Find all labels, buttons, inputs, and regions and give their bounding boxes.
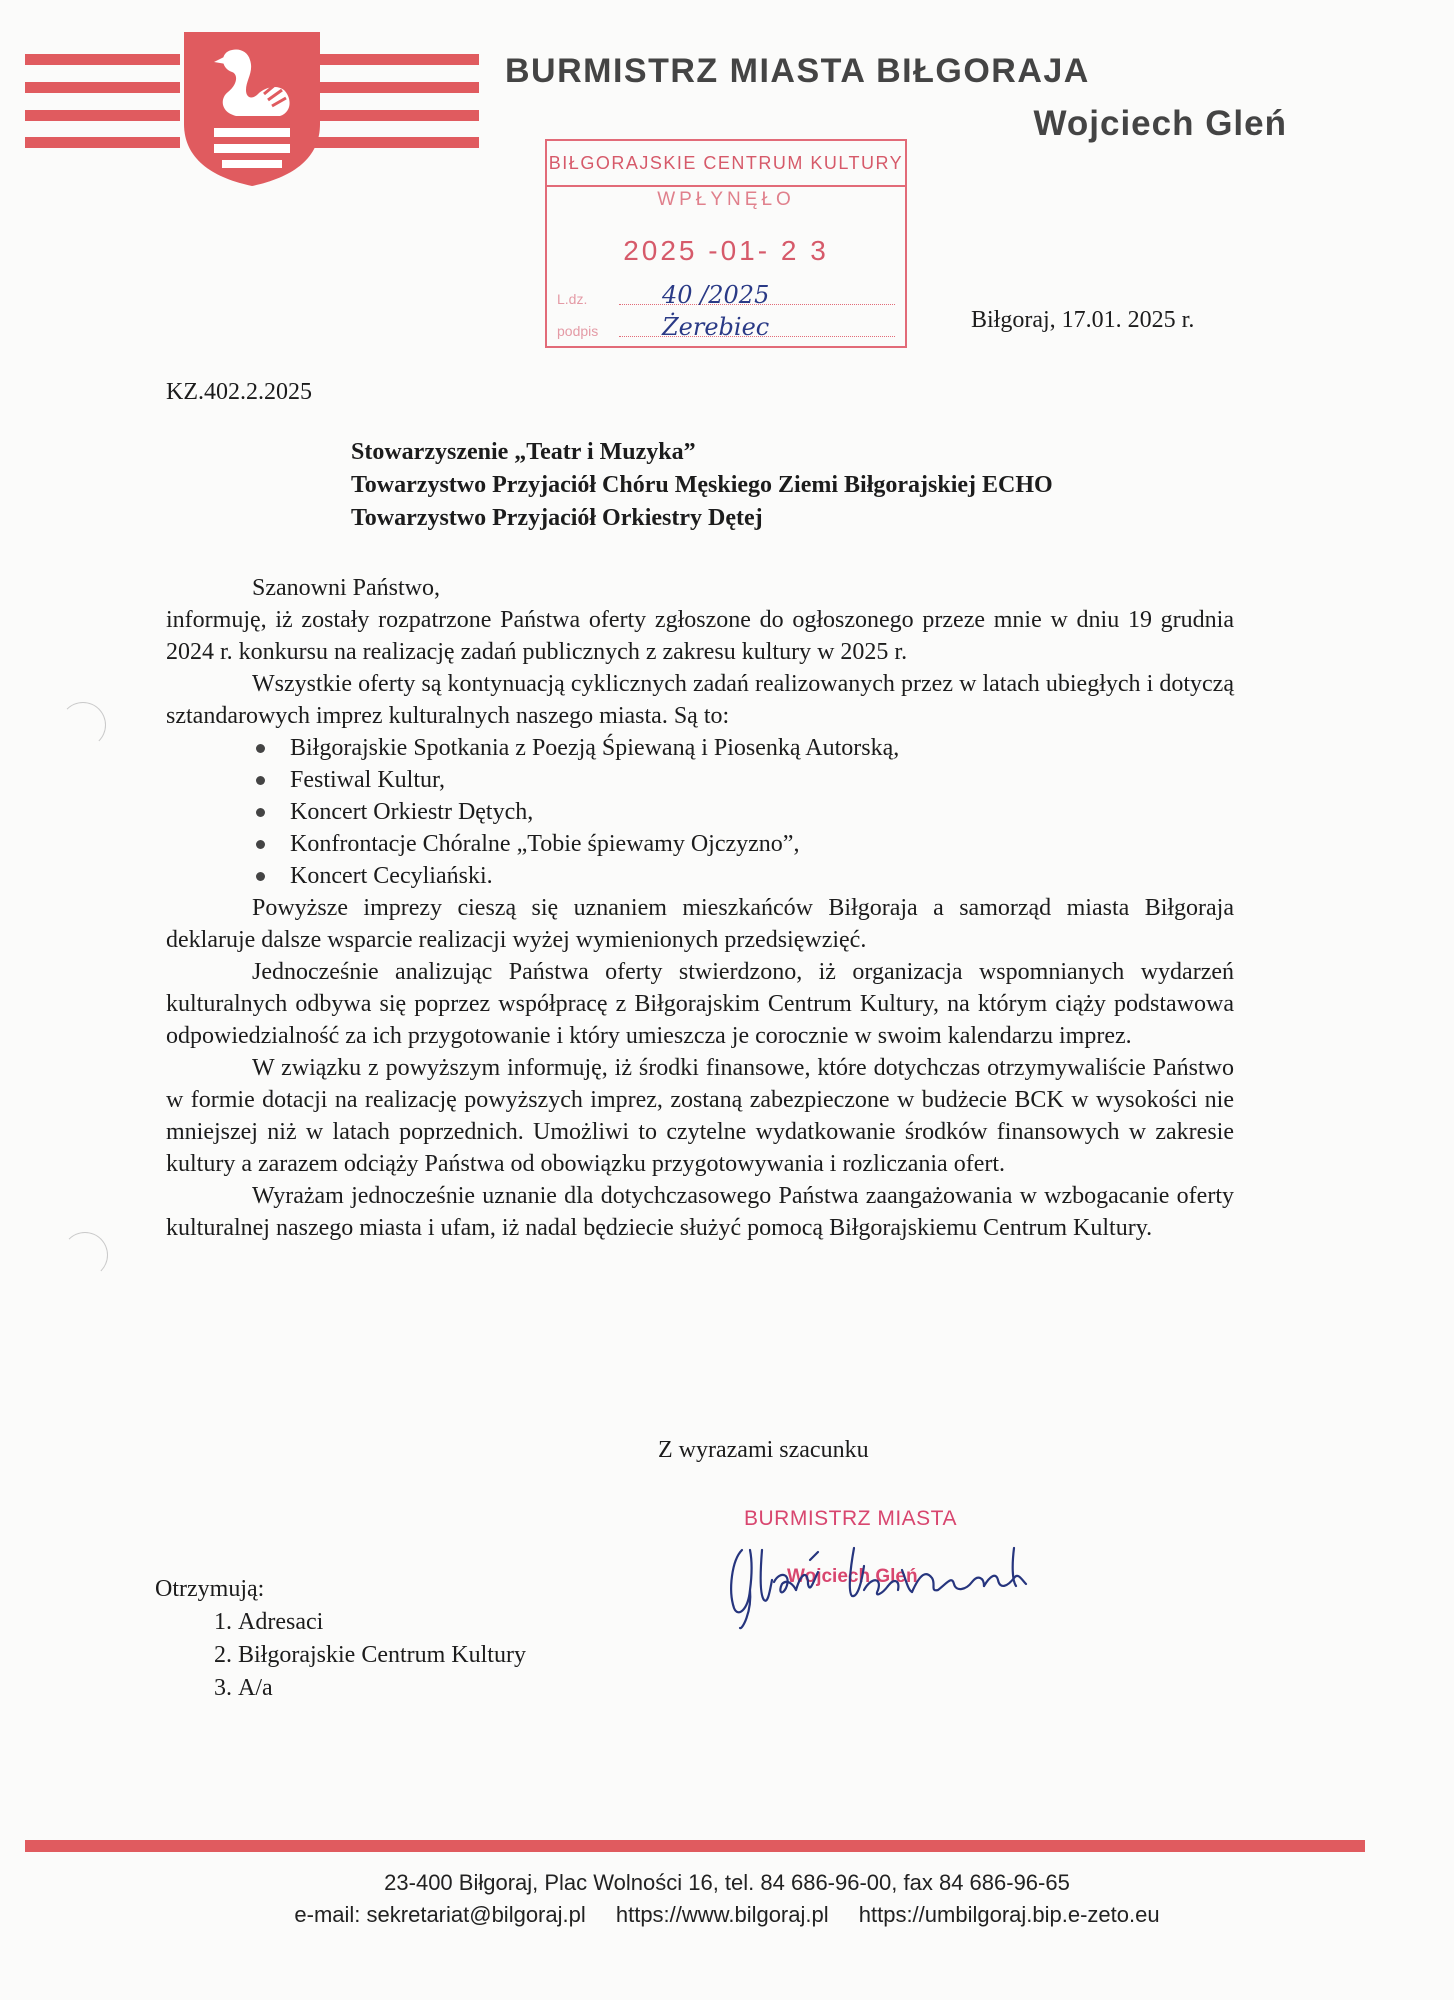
addressee: Towarzystwo Przyjaciół Chóru Męskiego Ziemi Biłgorajskiej ECHO — [351, 472, 1053, 498]
header-mayor-name: Wojciech Gleń — [1033, 104, 1287, 143]
recipients-block — [155, 1573, 526, 1705]
list-item: Koncert Cecyliański. — [290, 860, 1234, 892]
footer-email[interactable]: e-mail: sekretariat@bilgoraj.pl — [294, 1902, 586, 1927]
list-item: Biłgorajskie Spotkania z Poezją Śpiewaną i Piosenką Autorską, — [290, 732, 1234, 764]
stamp-ldz-value: 40 /2025 — [662, 281, 770, 309]
paragraph: Jednocześnie analizując Państwa oferty stwierdzono, iż organizacja wspomnianych wydarzeń kulturalnych odbywa się poprzez współpracę z Biłgorajskim Centrum Kultury, na którym ciąży podstawowa odpowiedzialność za ich przygotowanie i który umieszcza je corocznie w swoim kalendarzu imprez. — [166, 959, 1234, 1049]
list-item: Festiwal Kultur, — [290, 764, 1234, 796]
stamp-date: 2025 -01- 2 3 — [623, 235, 829, 266]
paragraph: Wyrażam jednocześnie uznanie dla dotychczasowego Państwa zaangażowania w wzbogacanie oferty kulturalnej naszego miasta i ufam, iż nadal będziecie służyć pomocą Biłgorajskiemu Centrum Kultury. — [166, 1183, 1234, 1241]
header-stripe — [25, 137, 180, 148]
paragraph: Powyższe imprezy cieszą się uznaniem mieszkańców Biłgoraja a samorząd miasta Biłgoraja deklaruje dalsze wsparcie realizacji wyżej wymienionych przedsięwzięć. — [166, 895, 1234, 953]
addressee: Stowarzyszenie „Teatr i Muzyka” — [351, 439, 696, 465]
list-item: Koncert Orkiestr Dętych, — [290, 796, 1234, 828]
addressee: Towarzystwo Przyjaciół Orkiestry Dętej — [351, 505, 763, 531]
paragraph: informuję, iż zostały rozpatrzone Państwa oferty zgłoszone do ogłoszonego przeze mnie w dniu 19 grudnia 2024 r. konkursu na realizację zadań publicznych z zakresu kultury w 2025 r. — [166, 607, 1234, 665]
header-stripe — [25, 82, 180, 93]
handwritten-signature — [722, 1520, 1052, 1630]
event-list — [166, 732, 1234, 892]
stamp-podpis-row — [557, 313, 895, 341]
stamp-podpis-value: Żerebiec — [662, 313, 770, 341]
letter-body — [166, 572, 1234, 1244]
recipients-label: Otrzymują: — [155, 1576, 265, 1602]
list-item: 3. A/a — [238, 1672, 526, 1705]
stamp-podpis-label: podpis — [557, 323, 599, 339]
addressee-block — [351, 436, 1053, 535]
closing: Z wyrazami szacunku — [658, 1437, 869, 1463]
footer-address: 23-400 Biłgoraj, Plac Wolności 16, tel. 84 686-96-00, fax 84 686-96-65 — [384, 1870, 1070, 1895]
signature-stamp-title: BURMISTRZ MIASTA — [744, 1507, 957, 1530]
stamp-ldz-label: L.dz. — [557, 291, 588, 307]
header-stripe — [25, 54, 180, 65]
signature-stamp-name: Wojciech Gleń — [787, 1566, 918, 1587]
list-item: 2. Biłgorajskie Centrum Kultury — [238, 1639, 526, 1672]
stamp-institution: BIŁGORAJSKIE CENTRUM KULTURY — [547, 141, 905, 187]
header-title: BURMISTRZ MIASTA BIŁGORAJA — [505, 52, 1090, 90]
swan-coat-of-arms-icon — [180, 28, 324, 188]
reference-number: KZ.402.2.2025 — [166, 379, 312, 405]
stamp-received: WPŁYNĘŁO — [657, 189, 795, 210]
salutation: Szanowni Państwo, — [252, 575, 440, 601]
registration-stamp — [545, 139, 907, 348]
paragraph: W związku z powyższym informuję, iż środki finansowe, które dotychczas otrzymywaliście Państwo w formie dotacji na realizację powyższych imprez, zostaną zabezpieczone w budżecie BCK w wysokości nie mniejszej niż w latach poprzednich. Umożliwi to czytelne wydatkowanie środków finansowych w zakresie kultury a zarazem odciąży Państwa od obowiązku przygotowywania i rozliczania ofert. — [166, 1055, 1234, 1177]
recipients-list — [155, 1606, 526, 1705]
place-date: Biłgoraj, 17.01. 2025 r. — [971, 307, 1195, 333]
stamp-ldz-row — [557, 281, 895, 309]
footer-bip[interactable]: https://umbilgoraj.bip.e-zeto.eu — [858, 1902, 1160, 1927]
footer-website[interactable]: https://www.bilgoraj.pl — [615, 1902, 829, 1927]
hole-punch-mark — [62, 1232, 108, 1278]
list-item: 1. Adresaci — [238, 1606, 526, 1639]
hole-punch-mark — [60, 702, 106, 748]
footer-contacts — [0, 1902, 1454, 1928]
footer-stripe — [25, 1840, 1365, 1852]
paragraph: Wszystkie oferty są kontynuacją cyklicznych zadań realizowanych przez w latach ubiegłych i dotyczą sztandarowych imprez kulturalnych naszego miasta. Są to: — [166, 671, 1234, 729]
list-item: Konfrontacje Chóralne „Tobie śpiewamy Ojczyzno”, — [290, 828, 1234, 860]
header-stripe — [25, 110, 180, 121]
